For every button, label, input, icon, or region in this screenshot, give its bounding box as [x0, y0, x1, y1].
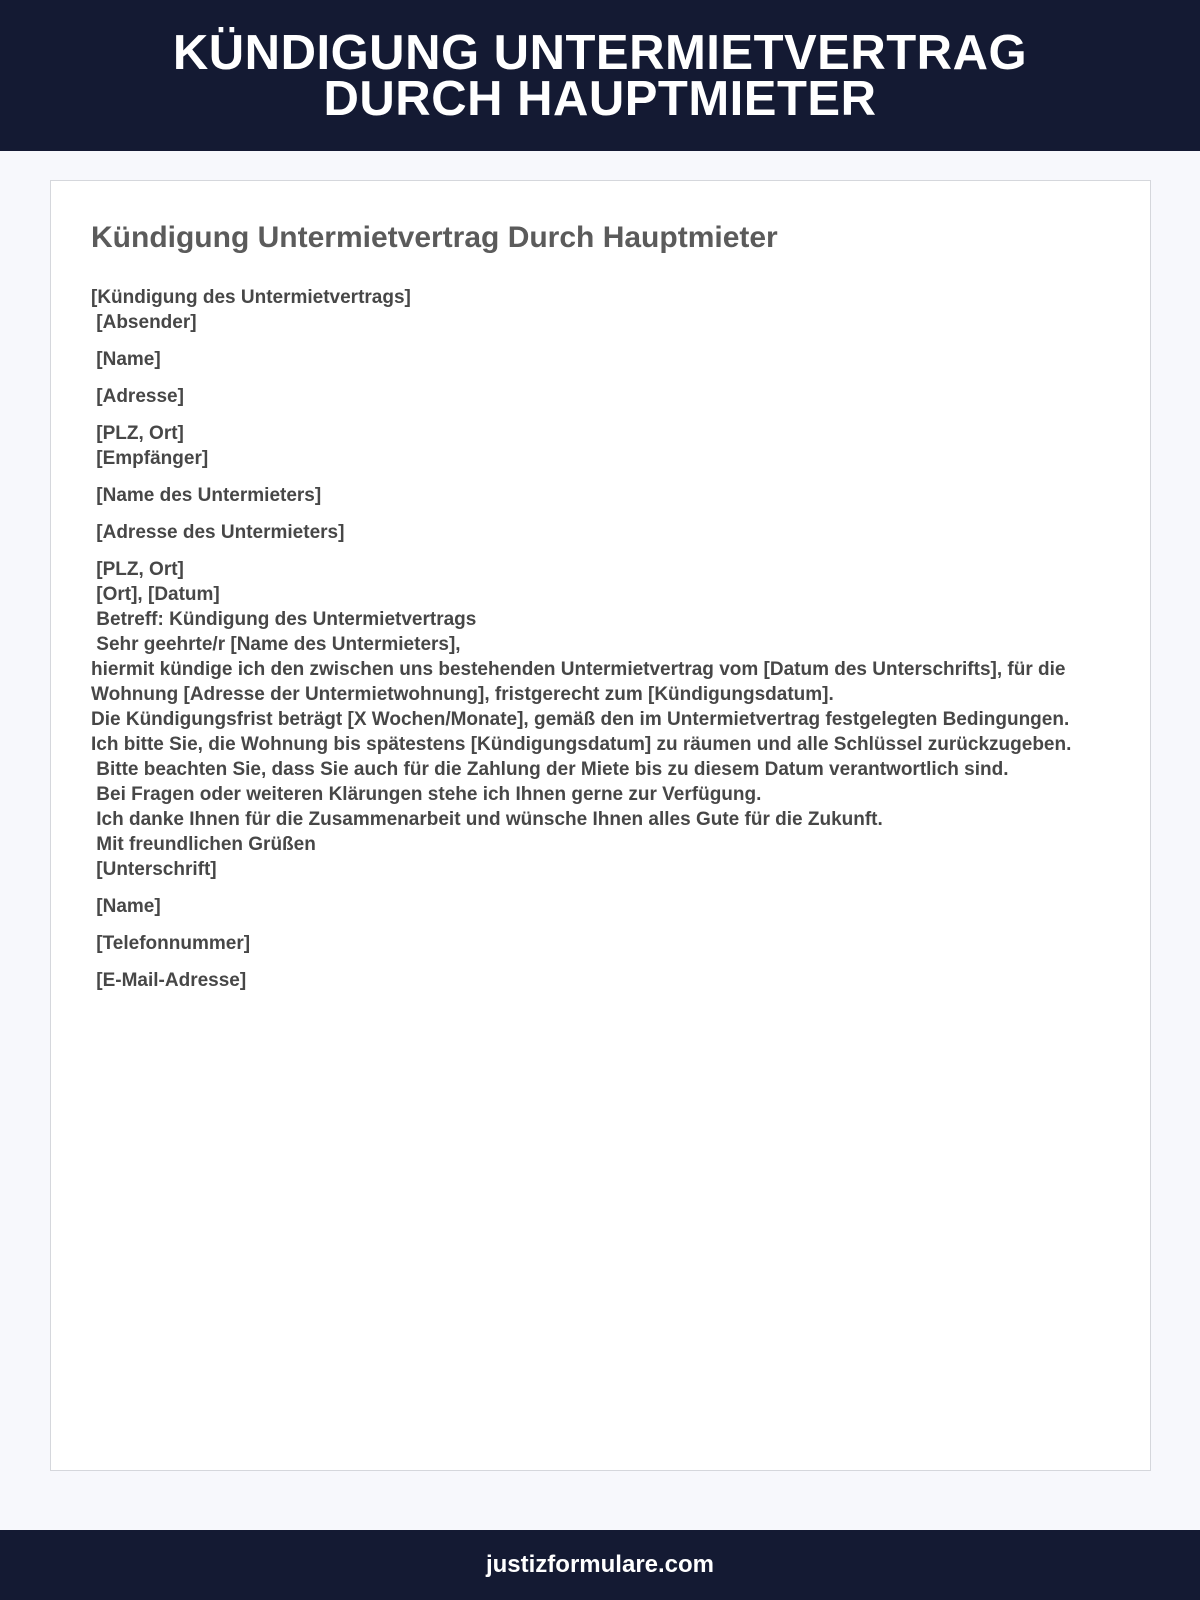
recipient-city: [PLZ, Ort] — [91, 559, 184, 580]
sender-name: [Name] — [91, 349, 161, 370]
paragraph-questions: Bei Fragen oder weiteren Klärungen stehe ich Ihnen gerne zur Verfügung. — [91, 784, 762, 805]
paragraph-thanks: Ich danke Ihnen für die Zusammenarbeit und wünsche Ihnen alles Gute für die Zukunft. — [91, 809, 883, 830]
page-heading — [0, 26, 1200, 126]
closing: Mit freundlichen Grüßen — [91, 834, 316, 855]
heading-line-2: DURCH HAUPTMIETER — [323, 72, 877, 126]
sender-address: [Adresse] — [91, 386, 184, 407]
heading-line-1: KÜNDIGUNG UNTERMIETVERTRAG — [172, 26, 1028, 80]
signer-name: [Name] — [91, 896, 161, 917]
paragraph-notice-period: Die Kündigungsfrist beträgt [X Wochen/Monate], gemäß den im Untermietvertrag festgelegten Bedingungen. — [91, 709, 1070, 730]
paragraph-termination: hiermit kündige ich den zwischen uns bestehenden Untermietvertrag vom [Datum des Unterschrifts], für die Wohnung [Adresse der Untermietwohnung], fristgerecht zum [Kündigungsdatum]. — [91, 659, 1071, 705]
letter-subject-placeholder: [Kündigung des Untermietvertrags] — [91, 287, 411, 308]
sender-label: [Absender] — [91, 312, 197, 333]
paragraph-vacate: Ich bitte Sie, die Wohnung bis spätestens [Kündigungsdatum] zu räumen und alle Schlüssel zurückzugeben. — [91, 734, 1072, 755]
place-date: [Ort], [Datum] — [91, 584, 220, 605]
document-card — [50, 180, 1151, 1471]
page-footer — [0, 1530, 1200, 1600]
sender-city: [PLZ, Ort] — [91, 423, 184, 444]
recipient-address: [Adresse des Untermieters] — [91, 522, 345, 543]
document-title: Kündigung Untermietvertrag Durch Hauptmieter — [91, 221, 778, 254]
page-header — [0, 0, 1200, 151]
recipient-name: [Name des Untermieters] — [91, 485, 322, 506]
salutation: Sehr geehrte/r [Name des Untermieters], — [91, 634, 461, 655]
footer-site-link[interactable]: justizformulare.com — [485, 1551, 715, 1578]
subject-line: Betreff: Kündigung des Untermietvertrags — [91, 609, 477, 630]
letter-body — [91, 285, 1110, 993]
paragraph-rent: Bitte beachten Sie, dass Sie auch für die Zahlung der Miete bis zu diesem Datum verantwortlich sind. — [91, 759, 1009, 780]
recipient-label: [Empfänger] — [91, 448, 209, 469]
signer-email: [E-Mail-Adresse] — [91, 970, 247, 991]
signer-phone: [Telefonnummer] — [91, 933, 251, 954]
signature-placeholder: [Unterschrift] — [91, 859, 217, 880]
